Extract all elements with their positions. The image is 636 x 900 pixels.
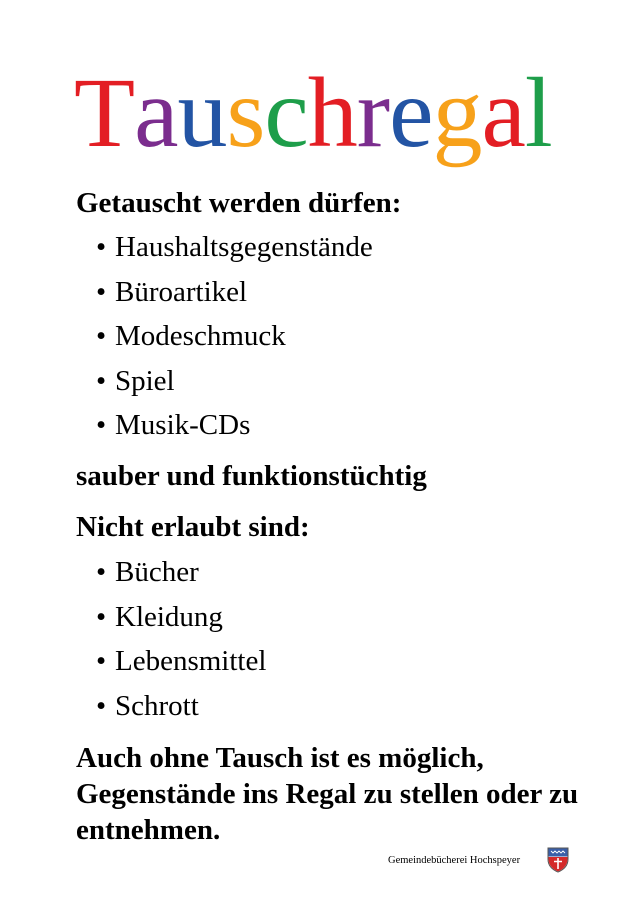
- list-item: [96, 225, 373, 270]
- title-letter: h: [307, 57, 357, 168]
- bullet: •: [96, 364, 107, 397]
- forbidden-heading: Nicht erlaubt sind:: [76, 511, 310, 543]
- list-item-text: Modeschmuck: [115, 320, 286, 352]
- allowed-list: [96, 225, 373, 448]
- bullet: •: [96, 320, 107, 352]
- title-letter: a: [481, 57, 525, 168]
- title-letter: g: [432, 57, 482, 168]
- list-item-text: Schrott: [115, 689, 199, 722]
- bullet: •: [96, 689, 107, 722]
- municipal-crest-icon: [547, 847, 569, 873]
- list-item: [96, 684, 266, 729]
- title-letter: c: [264, 57, 308, 168]
- list-item: [96, 359, 373, 404]
- closing-text: Auch ohne Tausch ist es möglich, Gegenstände ins Regal zu stellen oder zu entnehmen.: [76, 742, 579, 846]
- list-item-text: Haushaltsgegenstände: [115, 231, 373, 263]
- forbidden-list: [96, 550, 266, 728]
- list-item: [96, 550, 266, 595]
- bullet: •: [96, 231, 107, 263]
- bullet: •: [96, 556, 107, 588]
- poster-title: [74, 58, 552, 168]
- title-letter: s: [226, 57, 265, 168]
- title-letter: T: [74, 57, 135, 168]
- bullet: •: [96, 275, 107, 308]
- list-item-text: Spiel: [115, 364, 175, 397]
- allowed-heading: Getauscht werden dürfen:: [76, 187, 402, 219]
- list-item-text: Musik-CDs: [115, 409, 251, 441]
- list-item: [96, 639, 266, 684]
- title-letter: e: [389, 57, 433, 168]
- title-letter: a: [134, 57, 178, 168]
- title-letter: l: [524, 57, 552, 168]
- list-item-text: Lebensmittel: [115, 645, 267, 677]
- bullet: •: [96, 409, 107, 441]
- list-item-text: Büroartikel: [115, 275, 248, 308]
- condition-text: sauber und funktionstüchtig: [76, 460, 427, 492]
- list-item-text: Bücher: [115, 556, 199, 588]
- title-letter: r: [356, 57, 390, 168]
- list-item: [96, 314, 373, 359]
- bullet: •: [96, 600, 107, 633]
- footer-library-name: Gemeindebücherei Hochspeyer: [388, 855, 521, 866]
- list-item: [96, 403, 373, 448]
- bullet: •: [96, 645, 107, 677]
- list-item-text: Kleidung: [115, 600, 223, 633]
- list-item: [96, 270, 373, 315]
- list-item: [96, 595, 266, 640]
- title-letter: u: [177, 57, 227, 168]
